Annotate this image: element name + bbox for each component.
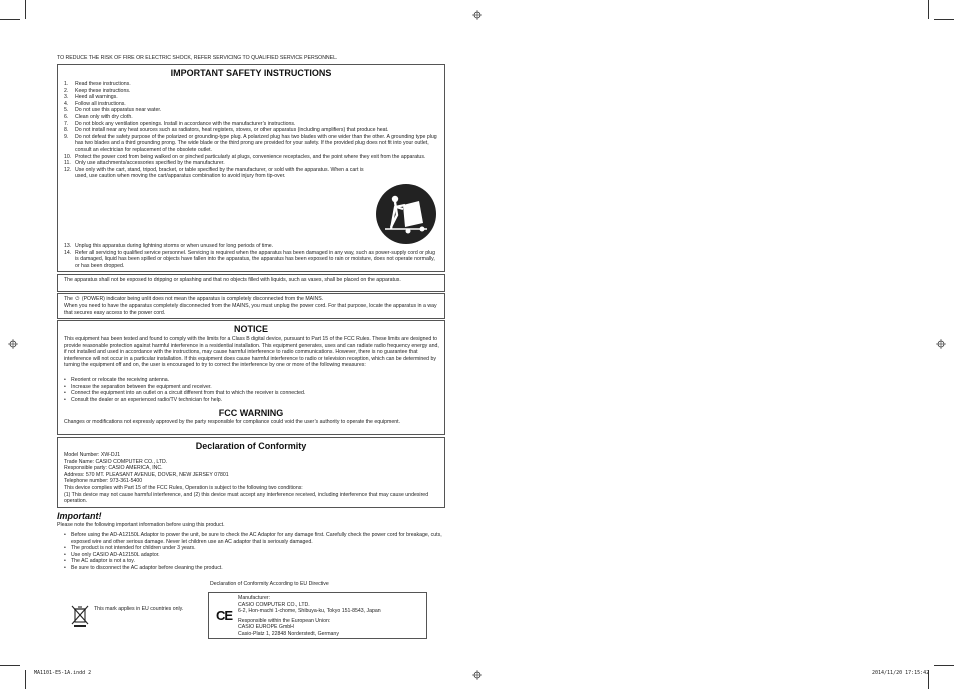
eu-declaration-box bbox=[208, 592, 427, 639]
list-item-number: 5. bbox=[64, 107, 69, 114]
weee-text: This mark applies in EU countries only. bbox=[94, 606, 184, 612]
crop-mark bbox=[934, 19, 954, 20]
dripping-notice-box bbox=[57, 274, 445, 292]
bullet-item: • Be sure to disconnect the AC adaptor before cleaning the product. bbox=[63, 565, 443, 572]
registration-mark-icon bbox=[472, 670, 482, 680]
notice-box bbox=[57, 320, 445, 435]
list-item bbox=[64, 114, 439, 121]
declaration-title: Declaration of Conformity bbox=[195, 441, 307, 451]
crop-mark bbox=[25, 0, 26, 19]
list-item-text: Do not defeat the safety purpose of the polarized or grounding-type plug. A polarized plug has two blades with one wider than the other. A grounding type plug has two blades and a third grounding prong. The wide blade or the third prong are provided for your safety. If the provided plug does not fit into your outlet, consult an electrician for replacement of the obsolete outlet. bbox=[75, 133, 437, 153]
list-item-text: Protect the power cord from being walked on or pinched particularly at plugs, convenience receptacles, and the point where they exit from the apparatus. bbox=[75, 153, 426, 160]
list-item-number: 14. bbox=[64, 249, 72, 256]
list-item-number: 10. bbox=[64, 153, 72, 160]
dripping-notice-text: The apparatus shall not be exposed to dripping or splashing and that no objects filled with liquids, such as vases, shall be placed on the apparatus. bbox=[64, 277, 401, 283]
list-item-text: Only use attachments/accessories specified by the manufacturer. bbox=[75, 160, 225, 167]
list-item-number: 4. bbox=[64, 100, 69, 107]
crop-mark bbox=[25, 670, 26, 689]
list-item bbox=[64, 167, 365, 180]
list-item bbox=[64, 81, 439, 88]
list-item-text: Clean only with dry cloth. bbox=[75, 113, 133, 120]
list-item-number: 3. bbox=[64, 94, 69, 101]
list-item bbox=[64, 127, 439, 134]
bullet-item: • Before using the AD-A12150L Adaptor to power the unit, be sure to check the AC Adaptor for any damage first. Carefully check the power cord for breakage, cuts, exposed wire and other serious damage. Never let children use an AC adaptor that is seriously damaged. bbox=[63, 532, 443, 545]
safety-list-continued bbox=[64, 243, 439, 269]
list-item bbox=[64, 160, 439, 167]
text-line: Responsible within the European Union: bbox=[238, 617, 331, 624]
power-notice-box bbox=[57, 293, 445, 319]
text-line: Responsible party: CASIO AMERICA, INC. bbox=[64, 465, 163, 472]
list-item bbox=[64, 121, 439, 128]
fcc-warning-body: Changes or modifications not expressly approved by the party responsible for compliance could void the user’s authority to operate the equipment. bbox=[64, 419, 401, 425]
list-item bbox=[64, 250, 439, 270]
footer-filename: MA1101-E5-1A.indd 2 bbox=[34, 670, 92, 676]
list-item-number: 1. bbox=[64, 81, 69, 87]
list-item bbox=[64, 134, 439, 154]
safety-instructions-box bbox=[57, 64, 445, 272]
important-intro: Please note the following important information before using this product. bbox=[57, 522, 225, 528]
text-line: This device complies with Part 15 of the FCC Rules, Operation is subject to the following two conditions: bbox=[64, 484, 303, 491]
crop-mark bbox=[934, 665, 954, 666]
important-bullets bbox=[63, 532, 443, 572]
bullet-item: • Increase the separation between the equipment and receiver. bbox=[63, 384, 438, 391]
list-item-text: Do not use this apparatus near water. bbox=[75, 107, 162, 114]
footer-timestamp: 2014/11/20 17:15:42 bbox=[872, 670, 930, 676]
list-item bbox=[64, 243, 439, 250]
list-item-number: 12. bbox=[64, 166, 72, 173]
text-line: CASIO COMPUTER CO., LTD. bbox=[238, 601, 310, 608]
list-item bbox=[64, 101, 439, 108]
crop-mark bbox=[928, 0, 929, 19]
power-notice-line2: When you need to have the apparatus completely disconnected from the MAINS, you must unplug the power cord. For that purpose, locate the apparatus in a way that secures easy access to the power cord. bbox=[64, 303, 437, 316]
list-item bbox=[64, 154, 439, 161]
list-item bbox=[64, 94, 439, 101]
crop-mark bbox=[0, 665, 20, 666]
safety-title: IMPORTANT SAFETY INSTRUCTIONS bbox=[170, 68, 332, 78]
bullet-item: • Consult the dealer or an experienced radio/TV technician for help. bbox=[63, 397, 438, 404]
bullet-item: • Use only CASIO AD-A12150L adaptor. bbox=[63, 552, 443, 559]
bullet-item: • Connect the equipment into an outlet on a circuit different from that to which the receiver is connected. bbox=[63, 390, 438, 397]
list-item-text: Heed all warnings. bbox=[75, 94, 118, 101]
bullet-item: • Reorient or relocate the receiving antenna. bbox=[63, 377, 438, 384]
list-item-number: 7. bbox=[64, 120, 69, 127]
list-item-text: Do not install near any heat sources such as radiators, heat registers, stoves, or other apparatus (including amplifiers) that produce heat. bbox=[75, 127, 389, 134]
list-item-text: Unplug this apparatus during lightning storms or when unused for long periods of time. bbox=[75, 243, 274, 249]
ce-mark: CE bbox=[216, 608, 233, 623]
list-item-number: 6. bbox=[64, 113, 69, 120]
bullet-item: • The product is not intended for children under 3 years. bbox=[63, 545, 443, 552]
declaration-box bbox=[57, 437, 445, 508]
fcc-warning-title: FCC WARNING bbox=[218, 408, 284, 418]
list-item-text: Use only with the cart, stand, tripod, bracket, or table specified by the manufacturer, or sold with the apparatus. When a cart is used, use caution when moving the cart/apparatus combination to avoid injury from tip-over. bbox=[75, 166, 364, 180]
eu-lines bbox=[238, 595, 423, 638]
eu-heading: Declaration of Conformity According to EU Directive bbox=[210, 581, 329, 587]
text-line: CASIO EUROPE GmbH bbox=[238, 624, 294, 631]
text-line: Address: 570 MT. PLEASANT AVENUE, DOVER, NEW JERSEY 07801 bbox=[64, 471, 229, 478]
text-line: (1) This device may not cause harmful interference, and (2) this device must accept any interference received, including interference that may cause undesired operation. bbox=[64, 491, 429, 505]
important-title: Important! bbox=[57, 511, 102, 521]
notice-body: This equipment has been tested and found to comply with the limits for a Class B digital device, pursuant to Part 15 of the FCC Rules. These limits are designed to provide reasonable protection against harmful interference in a residential installation. This equipment generates, uses and can radiate radio frequency energy and, if not installed and used in accordance with the instructions, may cause harmful interference to radio communications. However, there is no guarantee that interference will not occur in a particular installation. If this equipment does cause harmful interference to radio or television reception, which can be determined by turning the equipment off and on, the user is encouraged to try to correct the interference by one or more of the following measures: bbox=[64, 336, 439, 369]
registration-mark-icon bbox=[936, 339, 946, 349]
notice-title: NOTICE bbox=[233, 324, 268, 334]
crop-mark bbox=[0, 19, 20, 20]
text-line: Telephone number: 973-361-5400 bbox=[64, 478, 143, 485]
registration-mark-icon bbox=[472, 10, 482, 20]
bullet-item: • The AC adaptor is not a toy. bbox=[63, 558, 443, 565]
list-item-number: 11. bbox=[64, 160, 71, 167]
text-line: Casio-Platz 1, 22848 Norderstedt, Germany bbox=[238, 630, 339, 637]
top-warning: TO REDUCE THE RISK OF FIRE OR ELECTRIC SHOCK, REFER SERVICING TO QUALIFIED SERVICE PERSONNEL. bbox=[57, 55, 338, 61]
power-notice-pre: The bbox=[64, 296, 73, 302]
list-item-number: 9. bbox=[64, 133, 69, 140]
list-item-text: Keep these instructions. bbox=[75, 87, 131, 94]
list-item-text: Follow all instructions. bbox=[75, 100, 126, 107]
notice-measures bbox=[63, 377, 438, 403]
text-line: Manufacturer: bbox=[238, 595, 271, 601]
list-item-number: 2. bbox=[64, 87, 69, 94]
text-line: 6-2, Hon-machi 1-chome, Shibuya-ku, Tokyo 151-8543, Japan bbox=[238, 608, 381, 615]
list-item-text: Read these instructions. bbox=[75, 81, 131, 87]
text-line: Model Number: XW-DJ1 bbox=[64, 452, 121, 458]
list-item-number: 8. bbox=[64, 127, 69, 134]
cart-tipover-warning-icon bbox=[375, 183, 437, 245]
registration-mark-icon bbox=[8, 339, 18, 349]
list-item bbox=[64, 88, 439, 95]
list-item-text: Do not block any ventilation openings. Install in accordance with the manufacturer’s instructions. bbox=[75, 120, 296, 127]
declaration-lines bbox=[64, 452, 439, 505]
list-item-text: Refer all servicing to qualified service personnel. Servicing is required when the apparatus has been damaged in any way, such as power-supply cord or plug is damaged, liquid has been spilled or objects have fallen into the apparatus, the apparatus has been exposed to rain or moisture, does not operate normally, or has been dropped. bbox=[75, 249, 436, 269]
list-item bbox=[64, 107, 439, 114]
power-icon: ⏻ bbox=[75, 296, 80, 302]
list-item-number: 13. bbox=[64, 243, 72, 249]
text-line: Trade Name: CASIO COMPUTER CO., LTD. bbox=[64, 458, 168, 465]
power-notice-line1 bbox=[64, 296, 439, 303]
power-notice-post: (POWER) indicator being unlit does not mean the apparatus is completely disconnected from the MAINS. bbox=[81, 296, 324, 302]
weee-crossed-bin-icon bbox=[70, 604, 90, 628]
safety-list bbox=[64, 81, 439, 180]
